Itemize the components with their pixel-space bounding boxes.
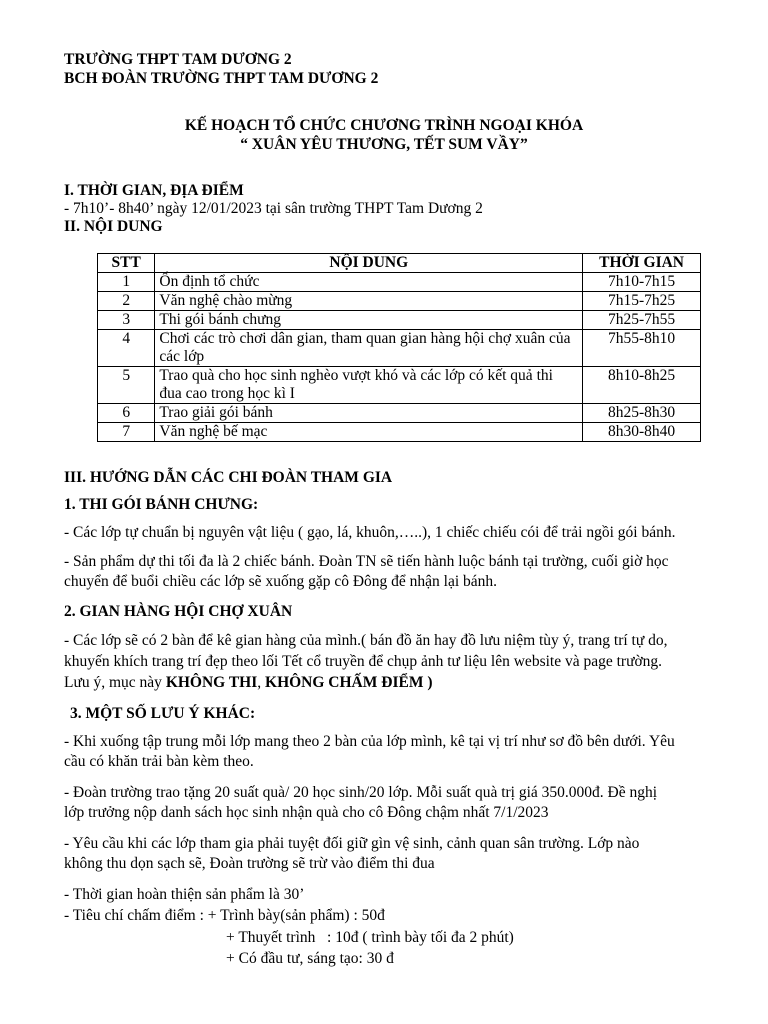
sub3-paragraph-2-line-2: lớp trưởng nộp danh sách học sinh nhận quà cho cô Đông chậm nhất 7/1/2023 xyxy=(64,804,549,821)
document-title: KẾ HOẠCH TỔ CHỨC CHƯƠNG TRÌNH NGOẠI KHÓA xyxy=(184,117,584,134)
program-name: “ XUÂN YÊU THƯƠNG, TẾT SUM VẦY” xyxy=(240,136,528,153)
row-time: 8h25-8h30 xyxy=(583,404,701,423)
row-content: Trao giải gói bánh xyxy=(155,404,583,423)
section3-heading: III. HƯỚNG DẪN CÁC CHI ĐOÀN THAM GIA xyxy=(64,469,393,486)
row-content: Ổn định tổ chức xyxy=(155,273,583,292)
row-content: Văn nghệ chào mừng xyxy=(155,292,583,311)
section2-heading: II. NỘI DUNG xyxy=(64,218,163,235)
sub1-paragraph-2-line-1: - Sản phẩm dự thi tối đa là 2 chiếc bánh. Đoàn TN sẽ tiến hành luộc bánh tại trường, cuối giờ học xyxy=(64,553,669,570)
sub2-line-1: - Các lớp sẽ có 2 bàn để kê gian hàng của mình.( bán đồ ăn hay đồ lưu niệm tùy ý, trang trí tự do, xyxy=(64,632,668,649)
sub3-paragraph-1-line-2: cầu có khăn trải bàn kèm theo. xyxy=(64,753,254,770)
table-row xyxy=(98,404,701,423)
school-name: TRƯỜNG THPT TAM DƯƠNG 2 xyxy=(64,51,292,68)
header-time: THỜI GIAN xyxy=(583,254,701,273)
criteria-creativity: + Có đầu tư, sáng tạo: 30 đ xyxy=(226,950,394,967)
table-row xyxy=(98,423,701,442)
table-row xyxy=(98,292,701,311)
sub1-heading: 1. THI GÓI BÁNH CHƯNG: xyxy=(64,496,259,513)
row-content: Thi gói bánh chưng xyxy=(155,311,583,330)
note-no-score: KHÔNG CHẤM ĐIỂM ) xyxy=(265,674,433,691)
completion-time: - Thời gian hoàn thiện sản phẩm là 30’ xyxy=(64,886,305,903)
sub2-line-3 xyxy=(64,674,433,692)
row-content: Văn nghệ bế mạc xyxy=(155,423,583,442)
row-time: 8h10-8h25 xyxy=(583,367,701,404)
row-stt: 7 xyxy=(98,423,155,442)
row-time: 7h55-8h10 xyxy=(583,330,701,367)
table-header-row xyxy=(98,254,701,273)
row-stt: 1 xyxy=(98,273,155,292)
criteria-label: - Tiêu chí chấm điểm : + Trình bày(sản phẩm) : 50đ xyxy=(64,907,385,924)
row-stt: 3 xyxy=(98,311,155,330)
sub1-paragraph-1: - Các lớp tự chuẩn bị nguyên vật liệu ( gạo, lá, khuôn,…..), 1 chiếc chiếu cói để trải ngồi gói bánh. xyxy=(64,524,676,541)
row-stt: 6 xyxy=(98,404,155,423)
sub2-line-2: khuyến khích trang trí đẹp theo lối Tết cổ truyền để chụp ảnh tư liệu lên website và page trường. xyxy=(64,653,663,670)
row-stt: 5 xyxy=(98,367,155,404)
row-time: 8h30-8h40 xyxy=(583,423,701,442)
sub2-heading: 2. GIAN HÀNG HỘI CHỢ XUÂN xyxy=(64,603,293,620)
row-content: Trao quà cho học sinh nghèo vượt khó và các lớp có kết quả thi đua cao trong học kì I xyxy=(155,367,583,404)
header-content: NỘI DUNG xyxy=(155,254,583,273)
sub1-paragraph-2-line-2: chuyển để buổi chiều các lớp sẽ xuống gặp cô Đông để nhận lại bánh. xyxy=(64,573,498,590)
sub3-paragraph-3-line-2: không thu dọn sạch sẽ, Đoàn trường sẽ trừ vào điểm thi đua xyxy=(64,855,435,872)
table-row xyxy=(98,330,701,367)
note-separator: , xyxy=(257,674,266,691)
note-no-contest: KHÔNG THI xyxy=(165,674,258,691)
row-stt: 4 xyxy=(98,330,155,367)
row-time: 7h10-7h15 xyxy=(583,273,701,292)
table-row xyxy=(98,273,701,292)
table-row xyxy=(98,311,701,330)
header-stt: STT xyxy=(98,254,155,273)
row-time: 7h25-7h55 xyxy=(583,311,701,330)
union-name: BCH ĐOÀN TRƯỜNG THPT TAM DƯƠNG 2 xyxy=(64,70,379,87)
section1-heading: I. THỜI GIAN, ĐỊA ĐIỂM xyxy=(64,182,244,199)
row-content: Chơi các trò chơi dân gian, tham quan gian hàng hội chợ xuân của các lớp xyxy=(155,330,583,367)
table-row xyxy=(98,367,701,404)
sub3-paragraph-1-line-1: - Khi xuống tập trung mỗi lớp mang theo 2 bàn của lớp mình, kê tại vị trí như sơ đồ bên dưới. Yêu xyxy=(64,733,675,750)
sub3-paragraph-2-line-1: - Đoàn trường trao tặng 20 suất quà/ 20 học sinh/20 lớp. Mỗi suất quà trị giá 350.000đ. Đề nghị xyxy=(64,784,658,801)
sub3-paragraph-3-line-1: - Yêu cầu khi các lớp tham gia phải tuyệt đối giữ gìn vệ sinh, cảnh quan sân trường. Lớp nào xyxy=(64,835,640,852)
row-time: 7h15-7h25 xyxy=(583,292,701,311)
sub3-heading: 3. MỘT SỐ LƯU Ý KHÁC: xyxy=(70,705,256,722)
section1-text: - 7h10’- 8h40’ ngày 12/01/2023 tại sân trường THPT Tam Dương 2 xyxy=(64,200,483,217)
note-prefix: Lưu ý, mục này xyxy=(64,674,166,691)
schedule-table xyxy=(97,253,701,442)
row-stt: 2 xyxy=(98,292,155,311)
criteria-presentation: + Thuyết trình : 10đ ( trình bày tối đa 2 phút) xyxy=(226,929,514,946)
